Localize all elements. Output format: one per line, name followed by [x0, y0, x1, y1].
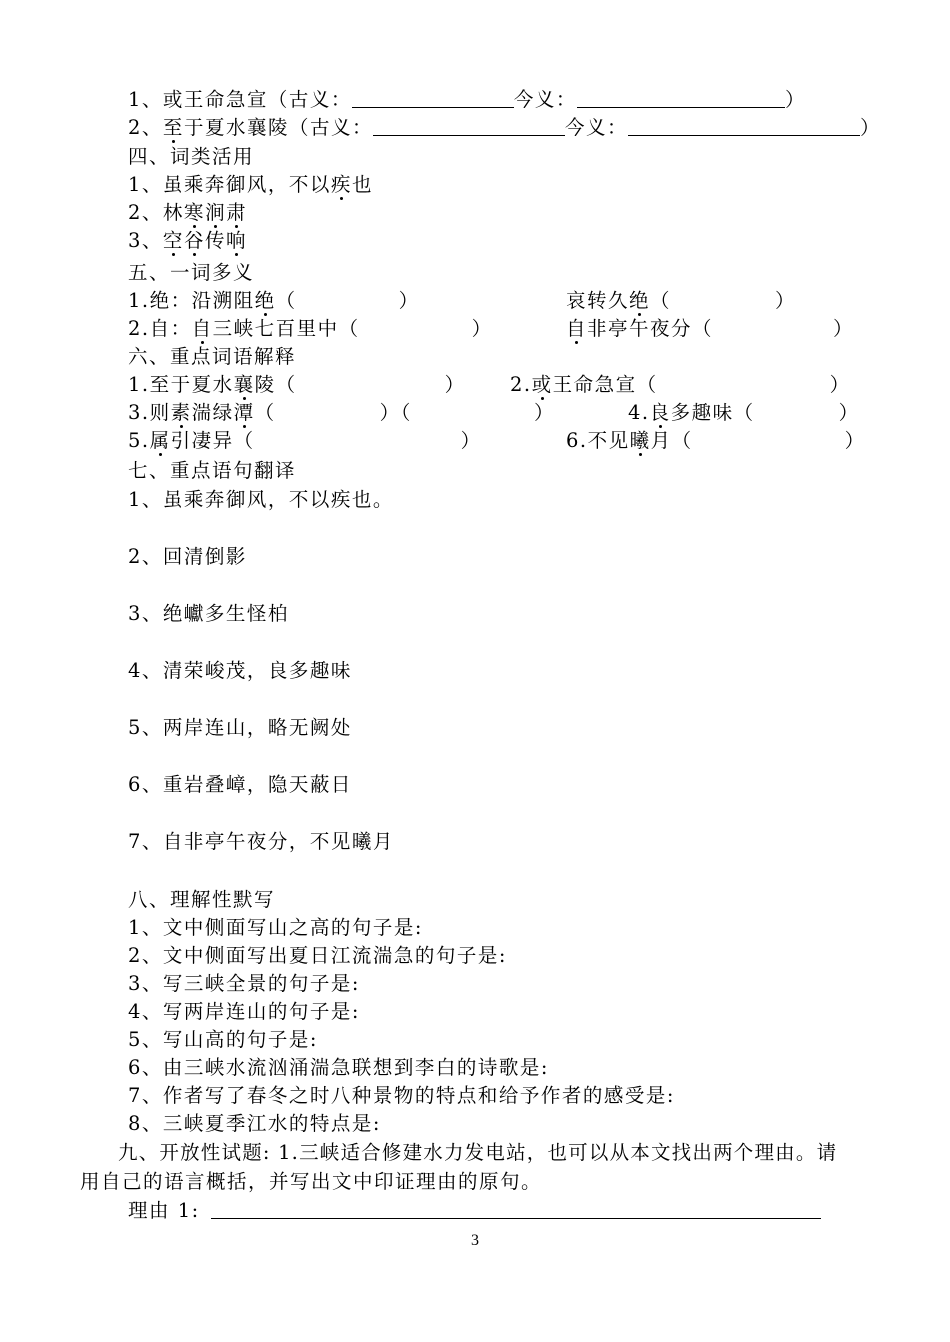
- section-heading: 八、理解性默写: [128, 888, 276, 911]
- section-heading: 四、词类活用: [128, 145, 255, 168]
- item-text: ）: [838, 401, 860, 424]
- item-text: 传: [204, 229, 226, 252]
- emphasized-char: 自: [191, 317, 213, 340]
- ancient-meaning-item-2: [128, 114, 881, 142]
- translation-item: 2、回清倒影: [128, 545, 247, 568]
- emphasized-char: 潭: [233, 401, 255, 424]
- item-text: （: [254, 401, 276, 424]
- ancient-meaning-item-1: [128, 86, 806, 114]
- item-text: 5.: [128, 429, 150, 452]
- reason-label: 理由 1:: [128, 1199, 200, 1222]
- item-text: （: [650, 289, 672, 312]
- item-text: 多趣味（: [670, 401, 755, 424]
- answer-blank[interactable]: [577, 87, 785, 108]
- vocab-item-3: [128, 399, 555, 427]
- polysemy-row-1-right: [566, 287, 796, 315]
- reason-1: [128, 1197, 821, 1225]
- vocab-item-4: [628, 399, 860, 427]
- recitation-item: 5、写山高的句子是:: [128, 1028, 318, 1051]
- item-text: 1.至于夏水: [128, 373, 234, 396]
- item-text: 2.自：: [128, 317, 192, 340]
- recitation-item: 8、三峡夏季江水的特点是:: [128, 1112, 381, 1135]
- recitation-item: 4、写两岸连山的句子是:: [128, 1000, 360, 1023]
- item-text: 2、: [128, 116, 163, 139]
- item-text: 于夏水襄陵（古义：: [183, 116, 373, 139]
- recitation-item: 1、文中侧面写山之高的句子是:: [128, 916, 423, 939]
- item-text: 哀转久: [566, 289, 630, 312]
- item-text: 王命急宣（: [552, 373, 658, 396]
- item-text: ）: [829, 373, 851, 396]
- page-number: 3: [471, 1232, 479, 1249]
- item-text: ）: [533, 401, 555, 424]
- item-text: ）: [471, 317, 493, 340]
- emphasized-char: 响: [225, 229, 247, 252]
- translation-item: 3、绝巘多生怪柏: [128, 602, 289, 625]
- word-class-item-2: [128, 199, 247, 227]
- recitation-item: 6、由三峡水流汹涌湍急联想到李白的诗歌是:: [128, 1056, 549, 1079]
- translation-item: 1、虽乘奔御风，不以疾也。: [128, 488, 394, 511]
- word-class-item-1: [128, 171, 373, 199]
- item-text: 三峡七百里中（: [212, 317, 360, 340]
- emphasized-char: 疾: [330, 173, 352, 196]
- item-text: 今义：: [513, 88, 577, 111]
- answer-blank[interactable]: [352, 87, 514, 108]
- open-question-line-1: 九、开放性试题: 1.三峡适合修建水力发电站，也可以从本文找出两个理由。请: [118, 1141, 838, 1164]
- reason-answer-blank[interactable]: [211, 1198, 821, 1219]
- emphasized-char: 谷: [183, 229, 205, 252]
- open-question-line-2: 用自己的语言概括，并写出文中印证理由的原句。: [80, 1170, 543, 1193]
- recitation-item: 2、文中侧面写出夏日江流湍急的句子是:: [128, 944, 507, 967]
- vocab-item-2: [510, 371, 851, 399]
- vocab-item-6: [566, 427, 866, 455]
- item-text: ）: [398, 289, 420, 312]
- emphasized-char: 涧: [204, 201, 226, 224]
- item-text: 月（: [650, 429, 693, 452]
- item-text: 引: [170, 429, 192, 452]
- item-text: 4.: [628, 401, 650, 424]
- emphasized-char: 至: [162, 116, 184, 139]
- item-text: ）: [444, 373, 466, 396]
- item-text: ）: [859, 116, 881, 139]
- item-text: 3、: [128, 229, 163, 252]
- item-text: ）: [460, 429, 482, 452]
- item-text: （: [275, 289, 297, 312]
- item-text: ）: [784, 88, 806, 111]
- emphasized-char: 或: [531, 373, 553, 396]
- polysemy-row-1-left: [128, 287, 420, 315]
- item-text: 凄异（: [191, 429, 255, 452]
- section-heading: 六、重点词语解释: [128, 345, 297, 368]
- item-text: 1.绝：沿溯阻: [128, 289, 255, 312]
- word-class-item-3: [128, 227, 247, 255]
- vocab-item-1: [128, 371, 466, 399]
- section-heading: 七、重点语句翻译: [128, 459, 297, 482]
- recitation-item: 3、写三峡全景的句子是:: [128, 972, 360, 995]
- item-text: 6.不见: [566, 429, 630, 452]
- emphasized-char: 绝: [629, 289, 651, 312]
- emphasized-char: 绝: [254, 289, 276, 312]
- item-text: ）: [844, 429, 866, 452]
- item-text: 2.: [510, 373, 532, 396]
- polysemy-row-2-left: [128, 315, 493, 343]
- emphasized-char: 寒: [183, 201, 205, 224]
- emphasized-char: 襄: [233, 373, 255, 396]
- item-text: 非亭午夜分（: [587, 317, 714, 340]
- item-text: 也: [351, 173, 373, 196]
- item-text: 1、虽乘奔御风，不以: [128, 173, 331, 196]
- emphasized-char: 属: [149, 429, 171, 452]
- emphasized-char: 良: [649, 401, 671, 424]
- emphasized-char: 素: [170, 401, 192, 424]
- item-text: 3.则: [128, 401, 171, 424]
- vocab-item-5: [128, 427, 482, 455]
- item-text: 今义：: [564, 116, 628, 139]
- emphasized-char: 曦: [629, 429, 651, 452]
- emphasized-char: 自: [566, 317, 588, 340]
- translation-item: 4、清荣峻茂，良多趣味: [128, 659, 352, 682]
- item-text: ）（: [379, 401, 412, 424]
- item-text: 1、或王命急宣（古义：: [128, 88, 352, 111]
- answer-blank[interactable]: [628, 115, 860, 136]
- item-text: 2、林: [128, 201, 184, 224]
- item-text: ）: [833, 317, 855, 340]
- translation-item: 6、重岩叠嶂，隐天蔽日: [128, 773, 352, 796]
- item-text: 陵（: [254, 373, 297, 396]
- translation-item: 5、两岸连山，略无阙处: [128, 716, 352, 739]
- section-heading: 五、一词多义: [128, 261, 255, 284]
- recitation-item: 7、作者写了春冬之时八种景物的特点和给予作者的感受是:: [128, 1084, 675, 1107]
- item-text: ）: [775, 289, 797, 312]
- item-text: 湍绿: [191, 401, 234, 424]
- translation-item: 7、自非亭午夜分，不见曦月: [128, 830, 394, 853]
- emphasized-char: 肃: [225, 201, 247, 224]
- answer-blank[interactable]: [373, 115, 565, 136]
- emphasized-char: 空: [162, 229, 184, 252]
- polysemy-row-2-right: [566, 315, 854, 343]
